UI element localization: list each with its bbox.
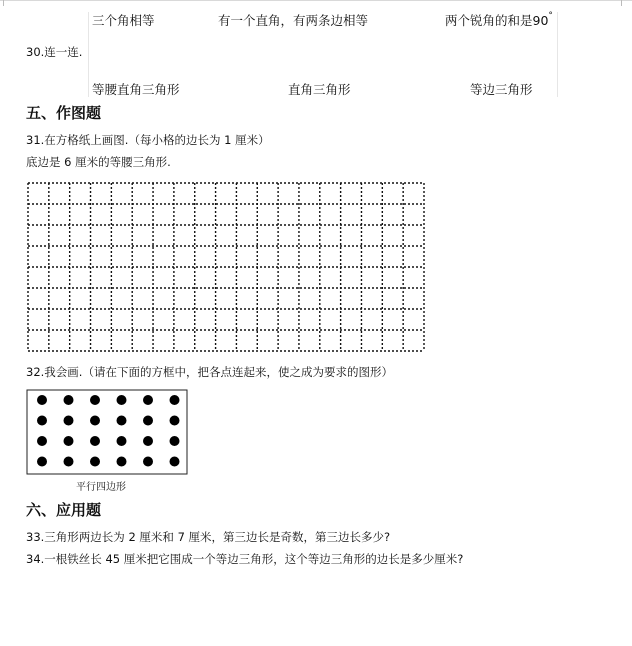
grid-dot[interactable] — [143, 416, 153, 426]
grid-dot[interactable] — [117, 416, 127, 426]
grid-dot[interactable] — [170, 395, 180, 405]
q29-option-3 — [445, 11, 553, 29]
grid-dot[interactable] — [37, 436, 47, 446]
grid-dot[interactable] — [117, 395, 127, 405]
q33-text: 33.三角形两边长为 2 厘米和 7 厘米，第三边长是奇数，第三边长多少? — [26, 530, 391, 544]
q30-prompt: 30.连一连. — [26, 45, 83, 59]
grid-dot[interactable] — [117, 457, 127, 467]
q29-option-2: 有一个直角，有两条边相等 — [218, 13, 369, 28]
matching-area-border-right — [557, 12, 558, 97]
grid-dot[interactable] — [37, 416, 47, 426]
grid-dot[interactable] — [64, 457, 74, 467]
q29-option-3-text: 两个锐角的和是90 — [445, 13, 549, 28]
grid-dot[interactable] — [90, 416, 100, 426]
section-6-heading: 六、应用题 — [26, 501, 102, 519]
grid-dot[interactable] — [90, 395, 100, 405]
grid-dot[interactable] — [90, 436, 100, 446]
grid-dot[interactable] — [170, 436, 180, 446]
page-corner-mark-right — [621, 0, 622, 6]
grid-dot[interactable] — [117, 436, 127, 446]
grid-dot[interactable] — [143, 395, 153, 405]
dots-caption: 平行四边形 — [76, 482, 126, 493]
q31-subtext: 底边是 6 厘米的等腰三角形. — [26, 155, 171, 169]
grid-dot[interactable] — [170, 416, 180, 426]
dot-grid-box[interactable] — [26, 389, 190, 491]
grid-dot[interactable] — [37, 395, 47, 405]
q31-text: 31.在方格纸上画图.（每小格的边长为 1 厘米） — [26, 133, 270, 147]
grid-dot[interactable] — [170, 457, 180, 467]
q32-text: 32.我会画.（请在下面的方框中，把各点连起来，使之成为要求的图形） — [26, 365, 393, 379]
grid-dot[interactable] — [90, 457, 100, 467]
grid-dot[interactable] — [37, 457, 47, 467]
grid-dot[interactable] — [64, 416, 74, 426]
section-5-heading: 五、作图题 — [26, 104, 102, 122]
matching-area-border-left — [88, 12, 89, 97]
page-top-edge — [0, 0, 632, 1]
dot-box-border — [27, 390, 187, 474]
q30-target-2: 直角三角形 — [288, 82, 351, 97]
q29-option-1: 三个角相等 — [92, 13, 155, 28]
grid-dot[interactable] — [64, 395, 74, 405]
q30-target-1: 等腰直角三角形 — [92, 82, 180, 97]
grid-dot[interactable] — [143, 436, 153, 446]
page-corner-mark-left — [3, 0, 4, 6]
degree-symbol: ° — [548, 11, 553, 21]
grid-dot[interactable] — [143, 457, 153, 467]
grid-dot[interactable] — [64, 436, 74, 446]
q34-text: 34.一根铁丝长 45 厘米把它围成一个等边三角形，这个等边三角形的边长是多少厘米? — [26, 552, 464, 566]
square-grid-paper[interactable] — [26, 181, 428, 353]
q30-target-3: 等边三角形 — [470, 82, 533, 97]
